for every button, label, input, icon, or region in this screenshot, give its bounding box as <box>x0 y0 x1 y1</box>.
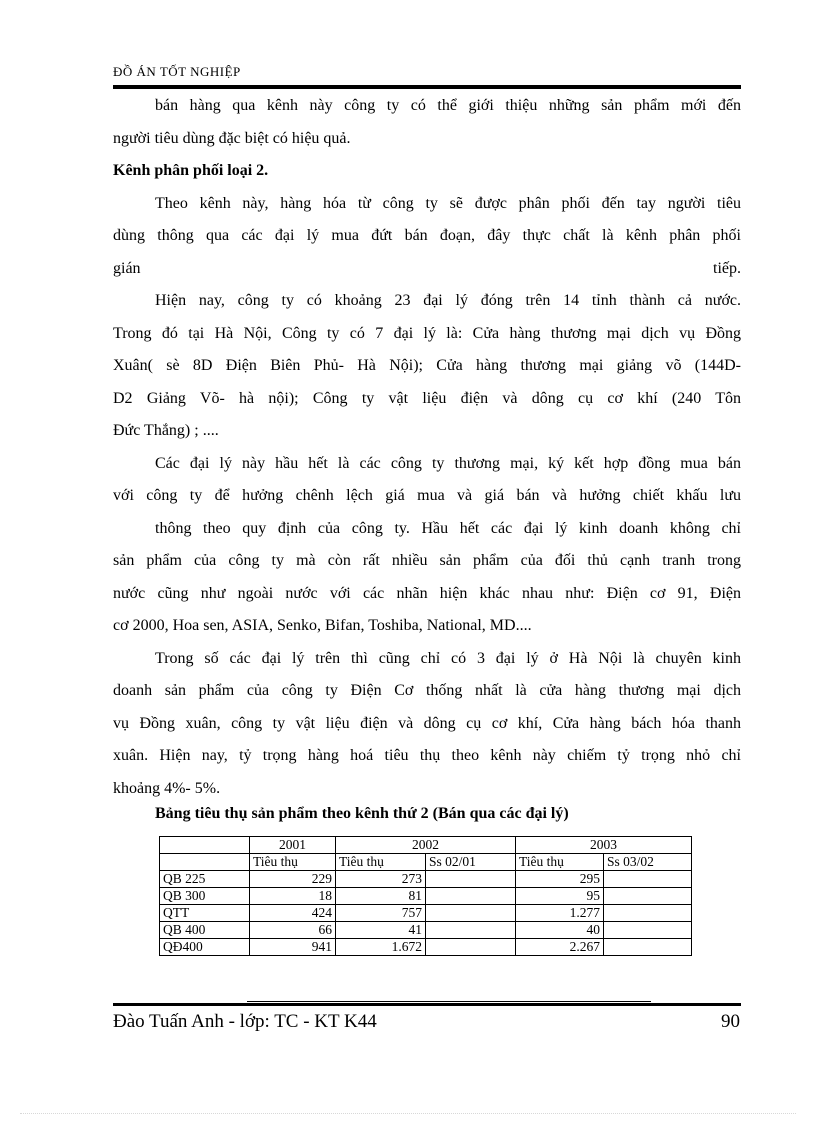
subheader-cell: Tiêu thụ <box>516 854 604 871</box>
table-subheader-row <box>160 854 692 871</box>
value-cell <box>604 905 692 922</box>
value-cell <box>426 871 516 888</box>
text-line: D2 Giảng Võ- hà nội); Công ty vật liệu điện và dông cụ cơ khí (240 Tôn <box>113 389 741 407</box>
subheader-cell: Tiêu thụ <box>336 854 426 871</box>
year-header: 2002 <box>336 837 516 854</box>
value-cell: 757 <box>336 905 426 922</box>
page-number: 90 <box>721 1011 740 1032</box>
table-corner-cell <box>160 854 250 871</box>
subheader-cell: Ss 03/02 <box>604 854 692 871</box>
text-line: xuân. Hiện nay, tỷ trọng hàng hoá tiêu thụ theo kênh này chiếm tỷ trọng nhỏ chỉ <box>113 747 741 764</box>
value-cell: 229 <box>250 871 336 888</box>
text-line <box>113 253 741 286</box>
value-cell: 18 <box>250 888 336 905</box>
text-line: Theo kênh này, hàng hóa từ công ty sẽ được phân phối đến tay người tiêu <box>155 194 741 212</box>
body-text <box>113 90 741 805</box>
table-corner-cell <box>160 837 250 854</box>
value-cell: 941 <box>250 939 336 956</box>
table-row <box>160 871 692 888</box>
text-line: Đức Thắng) ; .... <box>113 422 219 439</box>
value-cell <box>604 939 692 956</box>
text-line: nước cũng như ngoài nước với các nhãn hiện khác nhau như: Điện cơ 91, Điện <box>113 584 741 602</box>
table-row <box>160 888 692 905</box>
sales-table <box>159 836 692 956</box>
year-header: 2003 <box>516 837 692 854</box>
text-fragment: gián <box>113 259 141 277</box>
value-cell: 66 <box>250 922 336 939</box>
text-line: với công ty để hưởng chênh lệch giá mua và giá bán và hưởng chiết khấu lưu <box>113 487 741 504</box>
text-line: bán hàng qua kênh này công ty có thể giới thiệu những sản phẩm mới đến <box>155 97 741 114</box>
text-line: thông theo quy định của công ty. Hầu hết các đại lý kinh doanh không chỉ <box>155 519 741 537</box>
value-cell <box>426 922 516 939</box>
value-cell <box>426 905 516 922</box>
text-line: Các đại lý này hầu hết là các công ty thương mại, ký kết hợp đồng mua bán <box>155 454 741 472</box>
value-cell <box>426 939 516 956</box>
text-line: dùng thông qua các đại lý mua đứt bán đoạn, đây thực chất là kênh phân phối <box>113 227 741 244</box>
value-cell <box>604 871 692 888</box>
text-line: Hiện nay, công ty có khoảng 23 đại lý đóng trên 14 tỉnh thành cả nước. <box>155 292 741 309</box>
value-cell: 1.277 <box>516 905 604 922</box>
value-cell: 1.672 <box>336 939 426 956</box>
page-edge-dots <box>20 1113 796 1114</box>
text-line: vụ Đồng xuân, công ty vật liệu điện và dông cụ cơ khí, Cửa hàng bách hóa thanh <box>113 714 741 732</box>
header-rule <box>113 85 741 89</box>
value-cell: 95 <box>516 888 604 905</box>
table-row <box>160 905 692 922</box>
header-title: ĐỒ ÁN TỐT NGHIỆP <box>113 64 241 79</box>
footer-rule-thin <box>247 1001 651 1002</box>
subheader-cell: Tiêu thụ <box>250 854 336 871</box>
value-cell: 295 <box>516 871 604 888</box>
text-line: Xuân( sè 8D Điện Biên Phủ- Hà Nội); Cửa hàng thương mại giảng võ (144D- <box>113 357 741 374</box>
table-row <box>160 939 692 956</box>
table-title: Bảng tiêu thụ sản phẩm theo kênh thứ 2 (Bán qua các đại lý) <box>155 805 569 822</box>
year-header: 2001 <box>250 837 336 854</box>
value-cell <box>604 922 692 939</box>
text-line: sản phẩm của công ty mà còn rất nhiều sản phẩm của đối thủ cạnh tranh trong <box>113 552 741 569</box>
value-cell: 2.267 <box>516 939 604 956</box>
section-heading: Kênh phân phối loại 2. <box>113 162 269 179</box>
text-line: Trong đó tại Hà Nội, Công ty có 7 đại lý là: Cửa hàng thương mại dịch vụ Đồng <box>113 324 741 342</box>
value-cell <box>604 888 692 905</box>
text-line: người tiêu dùng đặc biệt có hiệu quả. <box>113 129 351 147</box>
product-name-cell: QĐ400 <box>160 939 250 956</box>
footer-rule <box>113 1003 741 1006</box>
product-name-cell: QB 225 <box>160 871 250 888</box>
text-line: doanh sản phẩm của công ty Điện Cơ thống nhất là cửa hàng thương mại dịch <box>113 682 741 699</box>
value-cell: 424 <box>250 905 336 922</box>
subheader-cell: Ss 02/01 <box>426 854 516 871</box>
value-cell: 40 <box>516 922 604 939</box>
product-name-cell: QB 400 <box>160 922 250 939</box>
text-line: cơ 2000, Hoa sen, ASIA, Senko, Bifan, Toshiba, National, MD.... <box>113 617 532 634</box>
product-name-cell: QB 300 <box>160 888 250 905</box>
text-line: Trong số các đại lý trên thì cũng chỉ có 3 đại lý ở Hà Nội là chuyên kinh <box>155 649 741 667</box>
text-fragment: tiếp. <box>713 259 741 277</box>
value-cell: 41 <box>336 922 426 939</box>
product-name-cell: QTT <box>160 905 250 922</box>
table-row <box>160 922 692 939</box>
value-cell: 273 <box>336 871 426 888</box>
text-line: khoảng 4%- 5%. <box>113 779 221 797</box>
value-cell <box>426 888 516 905</box>
table-header-row <box>160 837 692 854</box>
value-cell: 81 <box>336 888 426 905</box>
footer-author: Đào Tuấn Anh - lớp: TC - KT K44 <box>113 1011 377 1032</box>
